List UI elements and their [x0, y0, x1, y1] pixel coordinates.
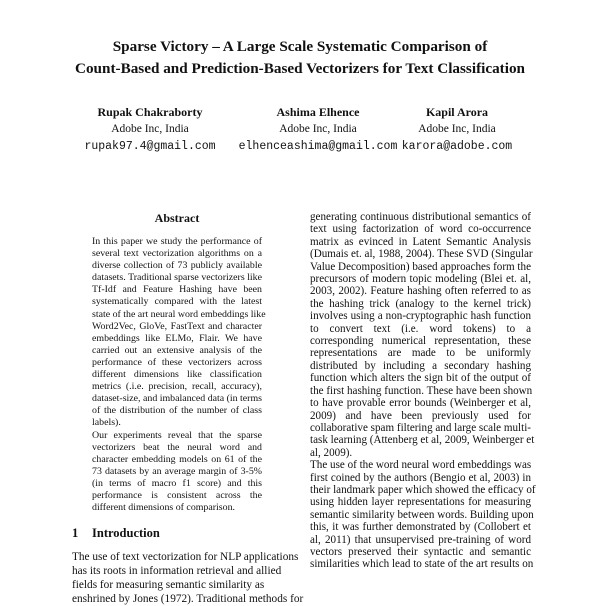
text-line: text using factorization of word co-occurrence [310, 223, 531, 236]
text-line: to convert text (i.e. word tokens) to a [310, 322, 531, 335]
right-column-body [310, 211, 536, 571]
text-line: Our experiments reveal that the sparse [92, 429, 262, 441]
text-line: vectorizers beat the neural word and [92, 441, 262, 453]
author-name: Ashima Elhence [276, 105, 360, 119]
author-affiliation: Adobe Inc, India [111, 123, 189, 135]
text-line: has its roots in information retrieval and allied [72, 565, 282, 577]
text-line: Word2Vec, GloVe, FastText and character [92, 320, 262, 332]
text-line: character embedding models on 61 of the [92, 453, 262, 465]
text-line: datasets. Traditional sparse vectorizers like [92, 272, 262, 284]
author-email: elhenceashima@gmail.com [238, 140, 398, 153]
text-line: different dimensions like classification [92, 369, 262, 381]
text-line: of the distribution of the number of class [92, 405, 262, 417]
author-3 [357, 104, 557, 155]
section-heading-introduction [72, 526, 160, 541]
abstract-body [92, 236, 266, 514]
text-line: similarities which lead to state of the art results on [310, 558, 534, 571]
author-affiliation: Adobe Inc, India [279, 123, 357, 135]
text-line: Tf-Idf and Feature Hashing have been [92, 284, 262, 296]
text-line: systematically compared with the latest [92, 296, 262, 308]
paper-title-line-1: Sparse Victory – A Large Scale Systematic Comparison of [112, 38, 488, 55]
text-line: 73 datasets by an average margin of 3-5% [92, 465, 262, 477]
text-line: corresponding numerical representation, these [310, 335, 531, 348]
text-line: their landmark paper which showed the efficacy of [310, 483, 536, 496]
author-name: Rupak Chakraborty [97, 105, 203, 119]
text-line: fields for measuring semantic similarity as [72, 579, 265, 591]
text-line: Value Decomposition) based approaches form the [310, 260, 531, 273]
text-line: embeddings like ELMo, Flair. We have [92, 332, 262, 344]
text-line: metrics (.i.e. precision, recall, accuracy), [92, 381, 262, 393]
text-line: state of the art neural word embeddings like [92, 308, 266, 320]
author-affiliation: Adobe Inc, India [418, 123, 496, 135]
author-email: karora@adobe.com [401, 140, 513, 153]
text-line: first coined by the authors (Bengio et al, 2003) in [310, 471, 531, 484]
text-line: the hashing trick (analogy to the kernel trick) [310, 297, 531, 310]
text-line: al, 2011) that unsupervised pre-training of word [310, 533, 531, 546]
text-line: generating continuous distributional semantics of [310, 211, 531, 223]
text-line: different dimensions of comparison. [92, 502, 235, 514]
text-line: enshrined by Jones (1972). Traditional methods for [72, 593, 304, 605]
text-line: performance of these vectorizers across [92, 356, 262, 368]
paper-title-line-2: Count-Based and Prediction-Based Vectorizers for Text Classification [75, 60, 525, 77]
text-line: labels). [92, 417, 121, 429]
text-line: 2003, 2002). Feature hashing often referred to as [310, 285, 531, 298]
text-line: vectors preserved their syntactic and semantic [310, 545, 531, 558]
text-line: using hidden layer representations for measuring [310, 496, 531, 509]
text-line: (Dumais et. al, 1988, 2004). These SVD (Singular [310, 248, 533, 261]
text-line: involves using a non-cryptographic hash function [310, 310, 531, 323]
text-line: al, 2009). [310, 446, 353, 459]
text-line: this, it was further demonstrated by (Collobert et [310, 521, 531, 534]
text-line: (in terms of macro f1 score) and this [92, 477, 262, 489]
text-line: performance is consistent across the [92, 489, 262, 501]
text-line: The use of the word neural word embeddings was [310, 459, 532, 472]
text-line: carried out an extensive analysis of the [92, 344, 262, 356]
text-line: semantic similarity between words. Building upon [310, 508, 534, 521]
text-line: task learning (Attenberg et al, 2009, Weinberger et [310, 434, 535, 447]
abstract-heading: Abstract [154, 211, 200, 225]
text-line: the first hashing function. These have been shown [310, 384, 533, 397]
text-line: representations are made to be uniformly [310, 347, 531, 360]
text-line: several text vectorization algorithms on a [92, 248, 262, 260]
text-line: In this paper we study the performance of [92, 236, 262, 247]
text-line: to have provable error bounds (Weinberger et al, [310, 397, 531, 410]
text-line: 2009) and have been previously used for [310, 409, 531, 422]
author-email: rupak97.4@gmail.com [84, 140, 216, 153]
text-line: function which alters the sign bit of the output of [310, 372, 531, 385]
section-number: 1 [72, 526, 79, 540]
introduction-body [72, 550, 304, 606]
author-name: Kapil Arora [425, 105, 489, 119]
text-line: The use of text vectorization for NLP applications [72, 551, 299, 563]
text-line: matrix as evinced in Latent Semantic Analysis [310, 235, 531, 248]
text-line: diverse collection of 73 publicly available [92, 260, 262, 272]
text-line: dataset-size, and imbalanced data (in terms [92, 393, 262, 405]
text-line: precursors of modern topic modeling (Blei et. al, [310, 273, 531, 286]
text-line: collaborative spam filtering and large scale multi- [310, 421, 531, 434]
section-title: Introduction [92, 526, 160, 540]
text-line: distributed by including a secondary hashing [310, 359, 531, 372]
